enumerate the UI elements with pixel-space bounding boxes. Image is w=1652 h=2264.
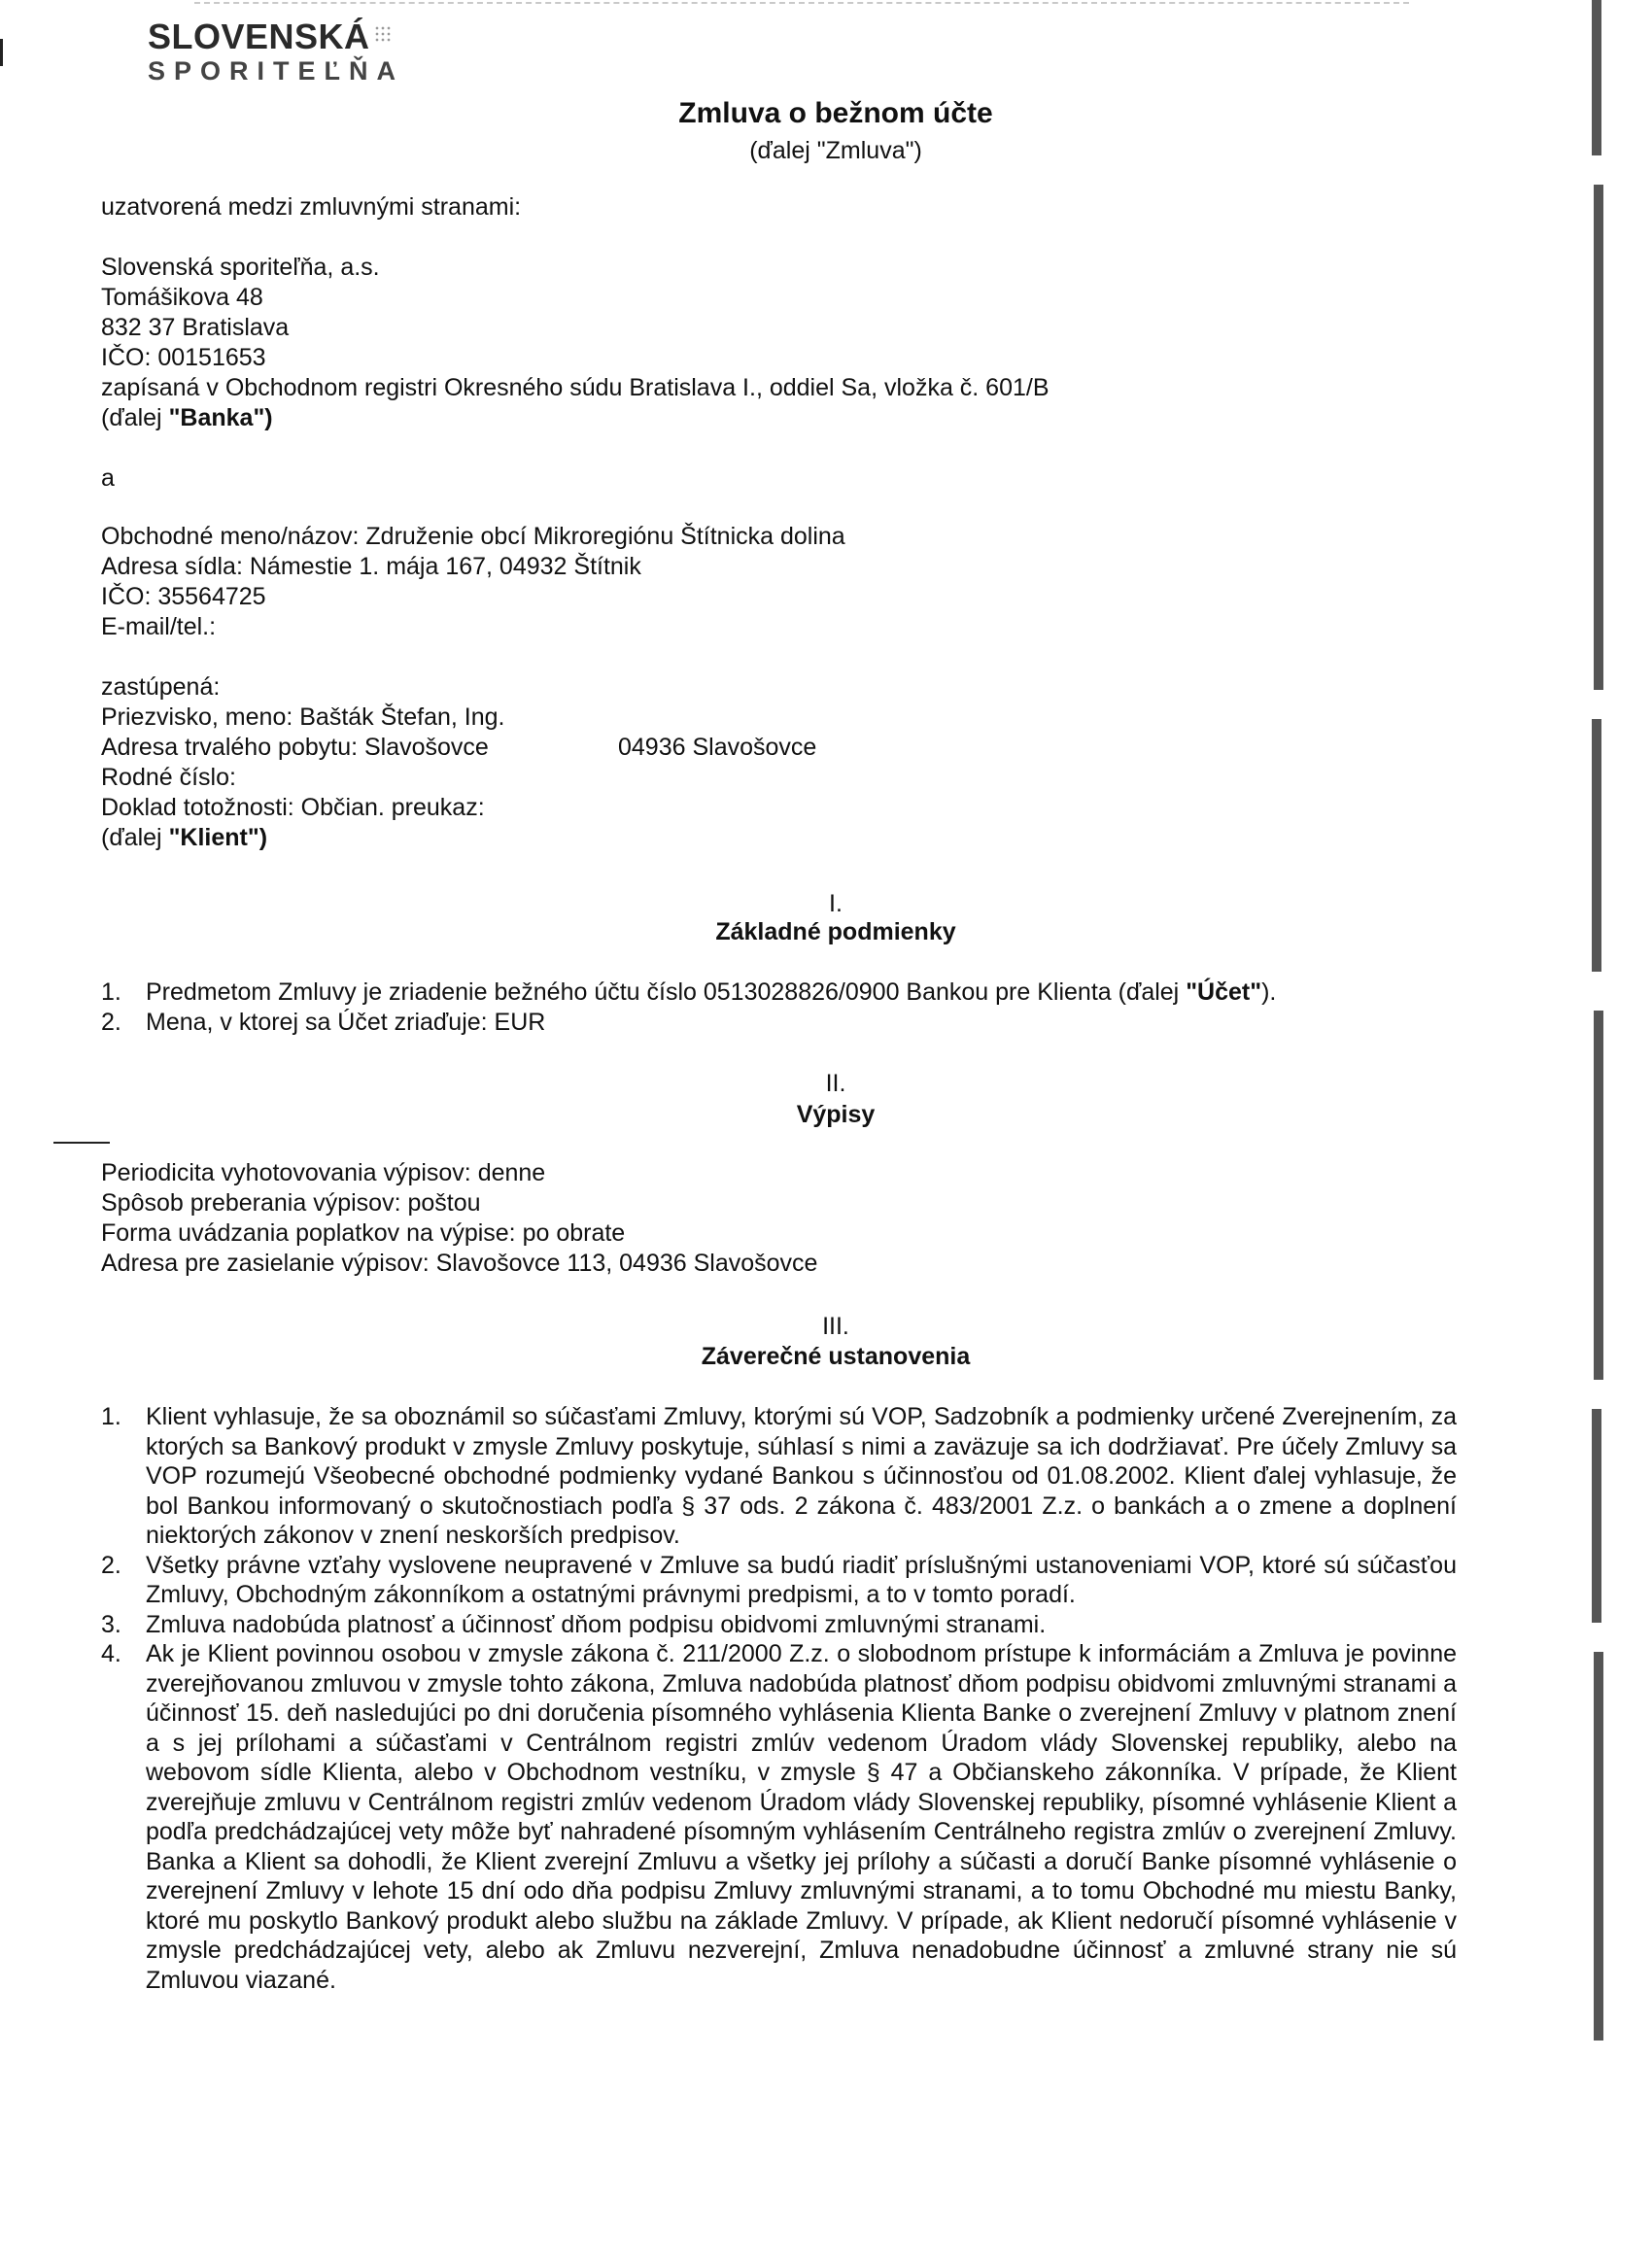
statement-periodicity: Periodicita vyhotovovania výpisov: denne xyxy=(101,1159,546,1186)
bank-name: Slovenská sporiteľňa, a.s. xyxy=(101,254,380,281)
list-item-number: 1. xyxy=(101,1403,121,1430)
list-item-number: 3. xyxy=(101,1610,121,1638)
section1-list xyxy=(101,978,1457,1037)
list-item xyxy=(101,978,1457,1008)
list-item-text: Predmetom Zmluvy je zriadenie bežného účtu číslo 0513028826/0900 Bankou pre Klienta (ďalej xyxy=(146,978,1187,1006)
list-item-text: Všetky právne vzťahy vyslovene neupravené v Zmluve sa budú riadiť príslušnými ustanoveniami VOP, ktoré sú súčasťou Zmluvy, Obchodným zákonníkom a ostatnými právnymi predpismi, a to v tomto poradí. xyxy=(146,1551,1457,1608)
scan-right-edge xyxy=(1592,0,1615,2264)
logo-line1: SLOVENSKÁ xyxy=(148,17,370,56)
client-alias-bold: "Klient") xyxy=(168,824,268,851)
list-item-text: Ak je Klient povinnou osobou v zmysle zákona č. 211/2000 Z.z. o slobodnom prístupe k informáciám a Zmluva je povinne zverejňovanou zmluvou v zmysle tohto zákona, Zmluva nadobúda platnosť dňom podpisu obidvomi zmluvnými stranami a účinnosť 15. deň nasledujúci po dni doručenia písomného vyhlásenia Klienta Banke o zverejnení Zmluvy v platnom znení a s jej prílohami a súčasťami v Centrálnom registri zmlúv vedenom Úradom vlády Slovenskej republiky, alebo na webovom sídle Klienta, alebo v Obchodnom vestníku, v zmysle § 47 a Občianskeho zákonníka. V prípade, že Klient zverejňuje zmluvu v Centrálnom registri zmlúv vedenom Úradom vlády Slovenskej republiky, písomné vyhlásenie Klient a podľa predchádzajúcej vety môže byť nahradené písomným vyhlásením Centrálneho registra zmlúv o zverejnení Zmluvy. Banka a Klient sa dohodli, že Klient zverejní Zmluvu a všetky jej prílohy a súčasti a doručí Banke písomné vyhlásenie o zverejnení Zmluvy v lehote 15 dní odo dňa podpisu Zmluvy zmluvnými stranami, a to tomu Obchodné mu miestu Banky, ktoré mu poskytlo Bankový produkt alebo službu na základe Zmluvy. V prípade, ak Klient nedoručí písomné vyhlásenie v zmysle predchádzajúcej vety, alebo ak Zmluvu nezverejní, Zmluva nenadobudne účinnosť a zmluvné strany nie sú Zmluvou viazané. xyxy=(146,1640,1457,1994)
client-name: Obchodné meno/názov: Združenie obcí Mikroregiónu Štítnicka dolina xyxy=(101,523,845,550)
list-item xyxy=(101,1610,1457,1640)
statement-address: Adresa pre zasielanie výpisov: Slavošovce 113, 04936 Slavošovce xyxy=(101,1250,818,1277)
list-item-text: Zmluva nadobúda platnosť a účinnosť dňom podpisu obidvomi zmluvnými stranami. xyxy=(146,1610,1047,1638)
list-item-text: Mena, v ktorej sa Účet zriaďuje: EUR xyxy=(146,1008,546,1036)
client-ico: IČO: 35564725 xyxy=(101,583,266,610)
client-represented: zastúpená: xyxy=(101,673,221,701)
client-person: Priezvisko, meno: Bašták Štefan, Ing. xyxy=(101,703,505,731)
client-address: Adresa sídla: Námestie 1. mája 167, 04932 Štítnik xyxy=(101,553,641,580)
section2-title: Výpisy xyxy=(796,1101,876,1128)
bank-city: 832 37 Bratislava xyxy=(101,314,290,341)
section1-numeral: I. xyxy=(829,890,843,917)
statement-delivery: Spôsob preberania výpisov: poštou xyxy=(101,1189,481,1217)
client-alias-prefix: (ďalej xyxy=(101,824,169,851)
document-title: Zmluva o bežnom účte xyxy=(678,97,993,129)
list-item-text-end: ). xyxy=(1261,978,1277,1006)
list-item-number: 4. xyxy=(101,1640,121,1667)
scan-top-rule xyxy=(194,2,1409,4)
client-alias xyxy=(101,823,267,852)
list-item xyxy=(101,1639,1457,1995)
section1-title: Základné podmienky xyxy=(715,918,956,945)
client-permanent-address-tail: 04936 Slavošovce xyxy=(618,734,817,761)
list-item xyxy=(101,1402,1457,1551)
list-item-bold: "Účet" xyxy=(1186,978,1262,1006)
list-item xyxy=(101,1551,1457,1610)
list-item-text: Klient vyhlasuje, že sa oboznámil so súčasťami Zmluvy, ktorými sú VOP, Sadzobník a podmienky určené Zverejnením, za ktorých sa Bankový produkt v zmysle Zmluvy poskytuje, súhlasí s nimi a zaväzuje sa ich dodržiavať. Pre účely Zmluvy sa VOP rozumejú Všeobecné obchodné podmienky vydané Bankou s účinnosťou od 01.08.2002. Klient ďalej vyhlasuje, že bol Bankou informovaný o skutočnostiach podľa § 37 ods. 2 zákona č. 483/2001 Z.z. o bankách a o zmene a doplnení niektorých zákonov v znení neskorších predpisov. xyxy=(146,1403,1457,1549)
list-item-number: 2. xyxy=(101,1551,121,1579)
bank-alias-bold: "Banka") xyxy=(168,404,273,431)
client-contact: E-mail/tel.: xyxy=(101,613,217,640)
list-item-number: 2. xyxy=(101,1008,121,1036)
section3-numeral: III. xyxy=(822,1313,849,1340)
client-id-document: Doklad totožnosti: Občian. preukaz: xyxy=(101,794,485,821)
bank-alias xyxy=(101,403,273,432)
scan-left-mark xyxy=(0,39,3,66)
section3-title: Záverečné ustanovenia xyxy=(701,1343,971,1370)
bank-alias-prefix: (ďalej xyxy=(101,404,169,431)
bank-registry: zapísaná v Obchodnom registri Okresného súdu Bratislava I., oddiel Sa, vložka č. 601/B xyxy=(101,374,1050,401)
bank-ico: IČO: 00151653 xyxy=(101,344,266,371)
logo-line2: SPORITEĽŇA xyxy=(148,56,405,86)
document-subtitle: (ďalej "Zmluva") xyxy=(749,137,922,164)
intro-text: uzatvorená medzi zmluvnými stranami: xyxy=(101,193,522,221)
list-item-number: 1. xyxy=(101,978,121,1006)
client-birth-number: Rodné číslo: xyxy=(101,764,236,791)
bank-street: Tomášikova 48 xyxy=(101,284,263,311)
list-item xyxy=(101,1008,1457,1038)
client-permanent-address: Adresa trvalého pobytu: Slavošovce xyxy=(101,734,489,761)
logo-emblem-icon xyxy=(374,25,392,43)
bank-logo xyxy=(148,17,404,86)
section3-list xyxy=(101,1402,1457,1995)
section2-numeral: II. xyxy=(825,1070,846,1097)
margin-dash xyxy=(53,1142,110,1144)
statement-fees-form: Forma uvádzania poplatkov na výpise: po obrate xyxy=(101,1219,626,1247)
conjunction: a xyxy=(101,464,115,492)
